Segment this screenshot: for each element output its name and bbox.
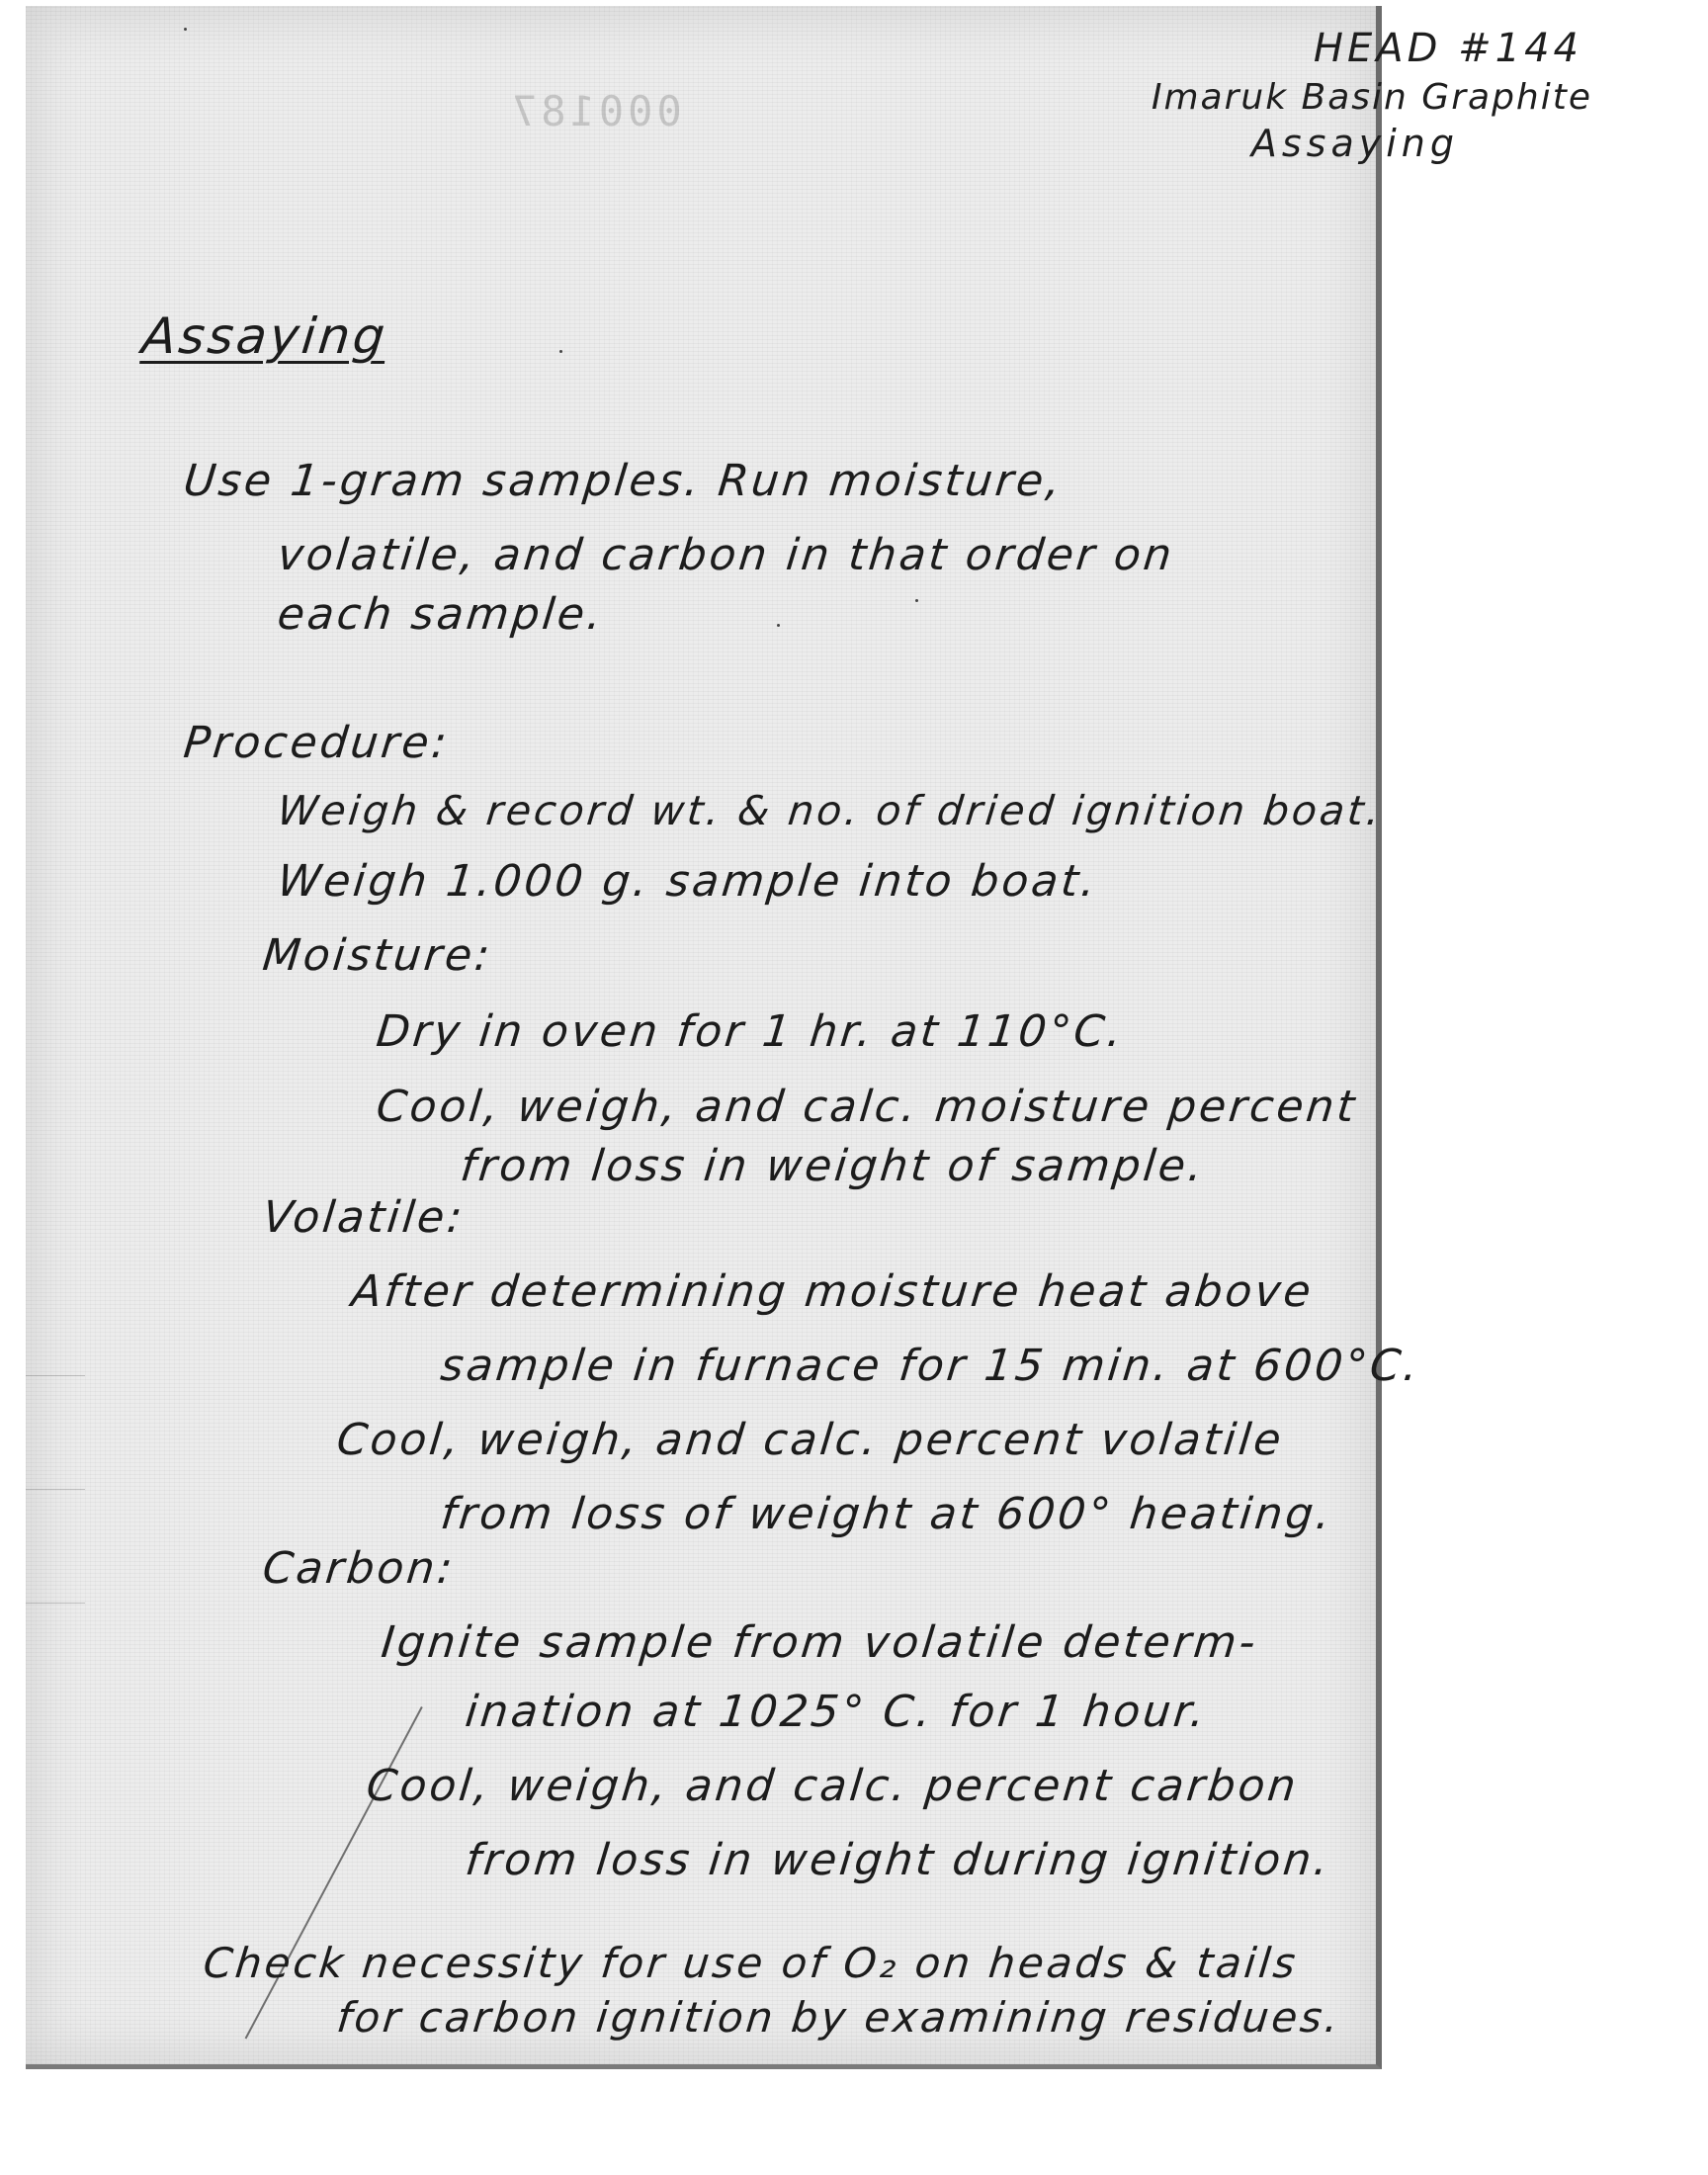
volatile-line: Cool, weigh, and calc. percent volatile bbox=[334, 1415, 1287, 1465]
footer-note-line: Check necessity for use of O₂ on heads & tails bbox=[201, 1939, 1301, 1987]
procedure-step: Weigh & record wt. & no. of dried ignition boat. bbox=[275, 787, 1385, 834]
head-number: HEAD #144 bbox=[1313, 26, 1582, 71]
volatile-heading: Volatile: bbox=[260, 1192, 468, 1243]
bleed-through-stamp: 000187 bbox=[508, 87, 682, 135]
carbon-heading: Carbon: bbox=[260, 1543, 459, 1594]
volatile-line: sample in furnace for 15 min. at 600°C. bbox=[438, 1341, 1423, 1391]
carbon-line: from loss in weight during ignition. bbox=[463, 1835, 1333, 1885]
margin-mark bbox=[26, 1489, 85, 1490]
header-subject: Assaying bbox=[1250, 122, 1459, 165]
margin-mark bbox=[26, 1603, 85, 1604]
carbon-line: ination at 1025° C. for 1 hour. bbox=[463, 1687, 1211, 1737]
carbon-line: Ignite sample from volatile determ- bbox=[379, 1617, 1261, 1668]
intro-line: each sample. bbox=[275, 589, 607, 640]
page-title: Assaying bbox=[138, 307, 390, 365]
intro-line: Use 1-gram samples. Run moisture, bbox=[181, 456, 1066, 506]
moisture-line: Cool, weigh, and calc. moisture percent bbox=[374, 1082, 1360, 1132]
pen-stroke bbox=[245, 1706, 423, 2039]
paper-speck bbox=[915, 599, 918, 602]
project-name: Imaruk Basin Graphite bbox=[1151, 77, 1592, 118]
document-page bbox=[26, 6, 1592, 2069]
page-header bbox=[1073, 26, 1637, 165]
footer-note-line: for carbon ignition by examining residues. bbox=[334, 1993, 1344, 2042]
procedure-step: Weigh 1.000 g. sample into boat. bbox=[275, 856, 1101, 907]
paper-speck bbox=[184, 28, 187, 31]
volatile-line: from loss of weight at 600° heating. bbox=[438, 1489, 1336, 1539]
margin-mark bbox=[26, 1375, 85, 1376]
paper-speck bbox=[777, 624, 780, 627]
procedure-heading: Procedure: bbox=[181, 718, 453, 768]
paper-speck bbox=[559, 350, 562, 353]
moisture-heading: Moisture: bbox=[260, 930, 495, 981]
moisture-line: from loss in weight of sample. bbox=[458, 1141, 1208, 1191]
intro-line: volatile, and carbon in that order on bbox=[275, 530, 1177, 580]
moisture-line: Dry in oven for 1 hr. at 110°C. bbox=[374, 1006, 1127, 1057]
volatile-line: After determining moisture heat above bbox=[349, 1266, 1317, 1317]
carbon-line: Cool, weigh, and calc. percent carbon bbox=[364, 1761, 1302, 1811]
